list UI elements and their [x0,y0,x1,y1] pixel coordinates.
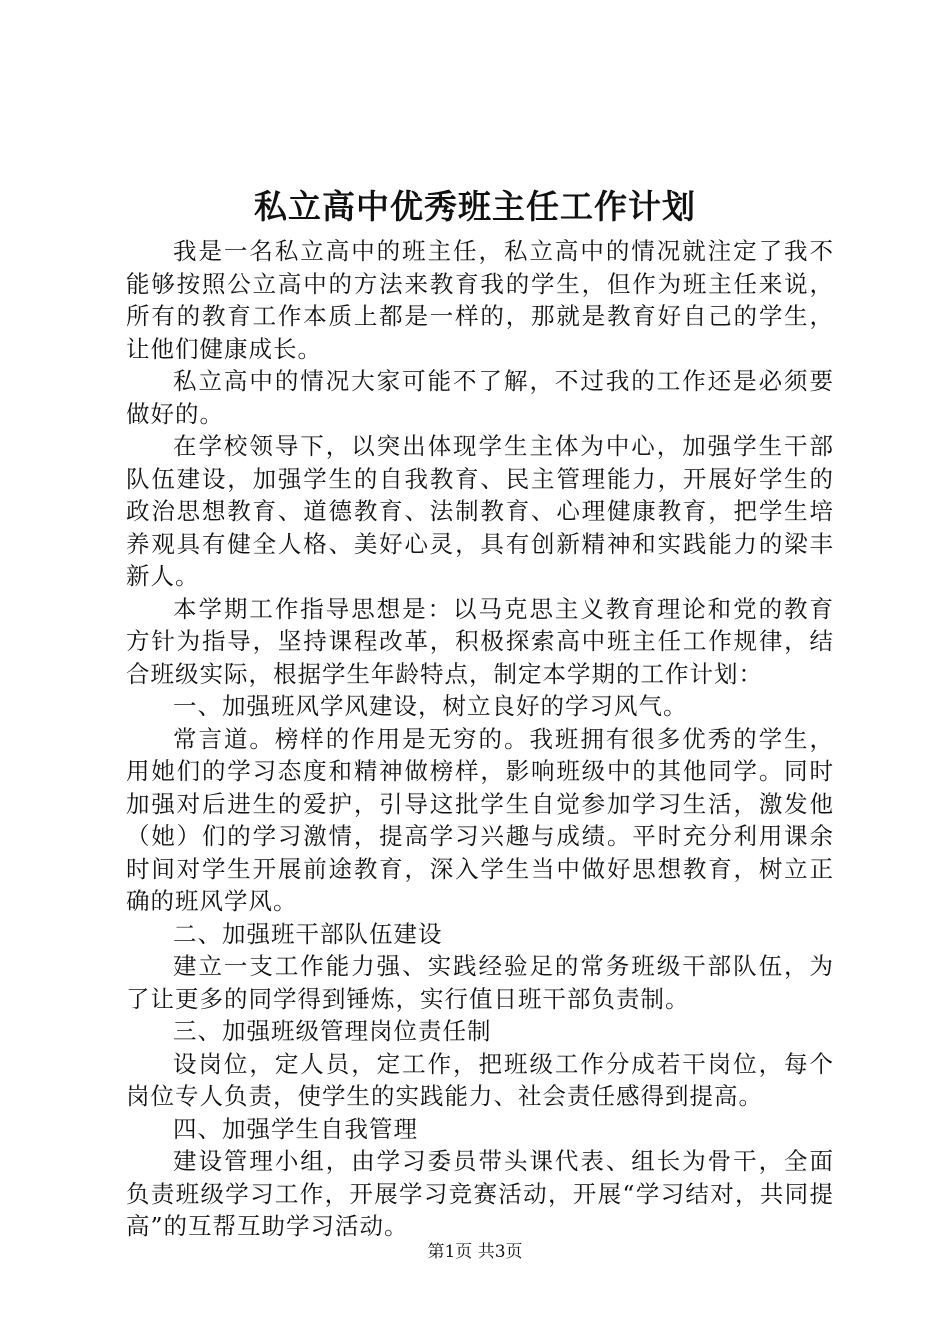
section-heading-3: 三、加强班级管理岗位责任制 [173,1017,492,1045]
paragraph-intro: 我是一名私立高中的班主任，私立高中的情况就注定了我不能够按照公立高中的方法来教育我的学生，但作为班主任来说，所有的教育工作本质上都是一样的，那就是教育好自己的学生，让他们健康成长。 [126,237,834,363]
document-body [126,235,834,1243]
section-heading-1: 一、加强班风学风建设，树立良好的学习风气。 [173,692,688,720]
section-heading-4: 四、加强学生自我管理 [173,1114,418,1143]
paragraph-goals: 在学校领导下，以突出体现学生主体为中心，加强学生干部队伍建设，加强学生的自我教育、民主管理能力，开展好学生的政治思想教育、道德教育、法制教育、心理健康教育，把学生培养观具有健全人格、美好心灵，具有创新精神和实践能力的梁丰新人。 [126,432,834,590]
paragraph-guiding-thought: 本学期工作指导思想是：以马克思主义教育理论和党的教育方针为指导，坚持课程改革，积极探索高中班主任工作规律，结合班级实际，根据学生年龄特点，制定本学期的工作计划： [126,594,834,688]
section-body-1: 常言道。榜样的作用是无穷的。我班拥有很多优秀的学生，用她们的学习态度和精神做榜样，影响班级中的其他同学。同时加强对后进生的爱护，引导这批学生自觉参加学习生活，激发他（她）们的学习激情，提高学习兴趣与成绩。平时充分利用课余时间对学生开展前途教育，深入学生当中做好思想教育，树立正确的班风学风。 [126,724,834,915]
section-body-4: 建设管理小组，由学习委员带头课代表、组长为骨干，全面负责班级学习工作，开展学习竞赛活动，开展“学习结对，共同提高”的互帮互助学习活动。 [126,1147,834,1240]
page-number-footer: 第1页 共3页 [427,1242,523,1262]
document-title: 私立高中优秀班主任工作计划 [254,187,696,226]
section-body-2: 建立一支工作能力强、实践经验足的常务班级干部队伍，为了让更多的同学得到锤炼，实行值日班干部负责制。 [126,952,834,1013]
paragraph-situation: 私立高中的情况大家可能不了解，不过我的工作还是必须要做好的。 [126,367,834,428]
section-heading-2: 二、加强班干部队伍建设 [173,919,443,948]
section-body-3: 设岗位，定人员，定工作，把班级工作分成若干岗位，每个岗位专人负责，使学生的实践能力、社会责任感得到提高。 [126,1049,834,1110]
